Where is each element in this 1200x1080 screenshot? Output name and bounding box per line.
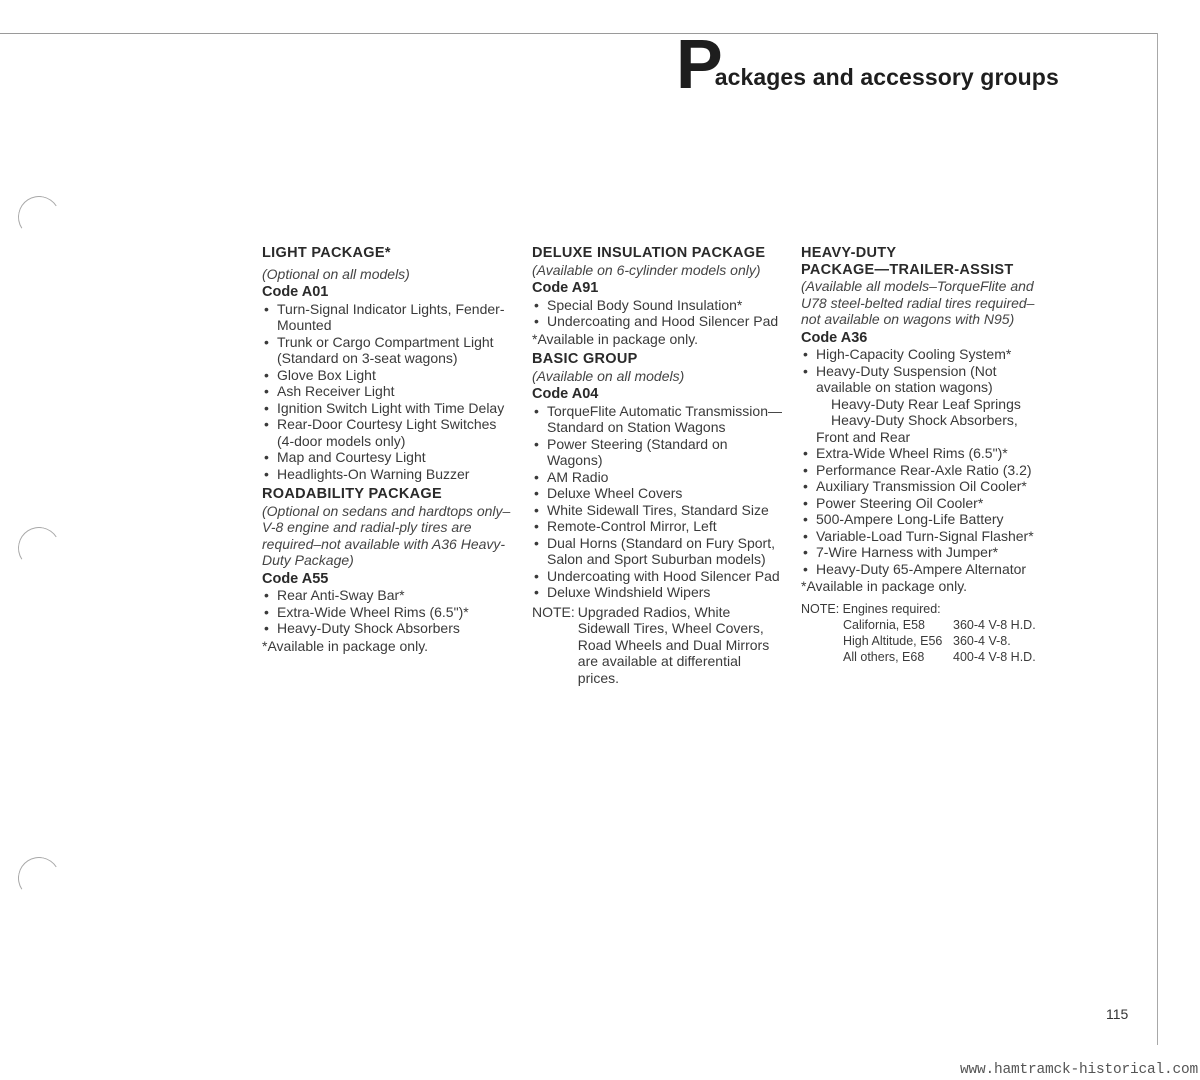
- basic-group-note: [532, 604, 782, 687]
- list-item: • Special Body Sound Insulation*: [532, 297, 782, 314]
- basic-group-subtitle: (Available on all models): [532, 367, 685, 384]
- deluxe-insulation-list: [532, 297, 782, 330]
- engine-spec: 400-4 V-8 H.D.: [953, 649, 1036, 664]
- sub-item: Front and Rear: [816, 428, 911, 445]
- deluxe-insulation-title: DELUXE INSULATION PACKAGE: [532, 245, 766, 261]
- light-package-subtitle: (Optional on all models): [262, 265, 410, 282]
- binder-hole-mark: [14, 192, 64, 242]
- list-item: • Turn-Signal Indicator Lights, Fender-Mounted: [262, 301, 512, 334]
- engine-note-label: NOTE: Engines required:: [801, 601, 941, 616]
- list-item: • Ignition Switch Light with Time Delay: [262, 400, 512, 417]
- list-item: • Headlights-On Warning Buzzer: [262, 466, 512, 483]
- sub-item: Heavy-Duty Rear Leaf Springs: [831, 395, 1021, 412]
- list-item: [801, 363, 1051, 446]
- list-item: • Deluxe Wheel Covers: [532, 485, 782, 502]
- engine-where: High Altitude, E56: [843, 633, 943, 648]
- heavy-duty-footnote: *Available in package only.: [801, 578, 968, 594]
- basic-group-code: Code A04: [532, 386, 599, 402]
- list-item: • Auxiliary Transmission Oil Cooler*: [801, 478, 1051, 495]
- roadability-package-title: ROADABILITY PACKAGE: [262, 486, 442, 502]
- column-3: [801, 245, 1051, 665]
- basic-group-list: [532, 403, 782, 601]
- sub-item: Heavy-Duty Shock Absorbers,: [831, 412, 1018, 428]
- note-label: NOTE:: [532, 603, 575, 620]
- deluxe-insulation-footnote: *Available in package only.: [532, 330, 699, 347]
- list-item: • Undercoating with Hood Silencer Pad: [532, 568, 782, 585]
- heavy-duty-list: [801, 346, 1051, 577]
- list-item: • High-Capacity Cooling System*: [801, 346, 1051, 363]
- list-item: • Rear Anti-Sway Bar*: [262, 587, 512, 604]
- heavy-duty-title-line1: HEAVY-DUTY: [801, 245, 897, 261]
- list-item: • Extra-Wide Wheel Rims (6.5")*: [262, 604, 512, 621]
- list-item: • Heavy-Duty Shock Absorbers: [262, 620, 512, 637]
- light-package-list: [262, 301, 512, 483]
- list-item: • Map and Courtesy Light: [262, 449, 512, 466]
- list-item: • Ash Receiver Light: [262, 383, 512, 400]
- list-item: • AM Radio: [532, 469, 782, 486]
- roadability-package-code: Code A55: [262, 570, 329, 587]
- engine-row: [843, 633, 1051, 649]
- list-item: • Undercoating and Hood Silencer Pad: [532, 313, 782, 330]
- engine-row: [843, 649, 1051, 665]
- roadability-package-subtitle: (Optional on sedans and hardtops only–V-8 engine and radial-ply tires are required–not available with A36 Heavy-Duty Package): [262, 502, 511, 568]
- basic-group-title: BASIC GROUP: [532, 351, 638, 367]
- binder-hole-mark: [14, 523, 64, 573]
- light-package-code: Code A01: [262, 284, 329, 300]
- light-package-title: LIGHT PACKAGE*: [262, 245, 391, 261]
- list-item: • TorqueFlite Automatic Transmission—Standard on Station Wagons: [532, 403, 782, 436]
- engine-row: [843, 617, 1051, 633]
- deluxe-insulation-subtitle: (Available on 6-cylinder models only): [532, 261, 761, 278]
- title-text: ackages and accessory groups: [714, 64, 1059, 90]
- list-item-text: • Heavy-Duty Suspension (Not available on station wagons): [816, 362, 997, 395]
- right-rule: [1157, 33, 1158, 1045]
- engine-where: All others, E68: [843, 649, 925, 664]
- roadability-package-list: [262, 587, 512, 637]
- note-text: Upgraded Radios, White Sidewall Tires, Wheel Covers, Road Wheels and Dual Mirrors are available at differential prices.: [577, 603, 770, 686]
- list-item: • Performance Rear-Axle Ratio (3.2): [801, 462, 1051, 479]
- list-item: • Power Steering (Standard on Wagons): [532, 436, 782, 469]
- engine-where: California, E58: [843, 617, 925, 632]
- title-initial: P: [676, 25, 721, 103]
- binder-hole-mark: [14, 853, 64, 903]
- list-item: • Variable-Load Turn-Signal Flasher*: [801, 528, 1051, 545]
- column-1: [262, 245, 512, 654]
- deluxe-insulation-code: Code A91: [532, 280, 599, 296]
- watermark: www.hamtramck-historical.com: [960, 1062, 1199, 1078]
- heavy-duty-code: Code A36: [801, 329, 868, 346]
- page-title: [676, 25, 1059, 103]
- engine-table: [843, 617, 1051, 665]
- list-item: • Glove Box Light: [262, 367, 512, 384]
- list-item: • Trunk or Cargo Compartment Light (Standard on 3-seat wagons): [262, 334, 512, 367]
- roadability-footnote: *Available in package only.: [262, 637, 429, 654]
- list-item: • Deluxe Windshield Wipers: [532, 584, 782, 601]
- list-item: • Heavy-Duty 65-Ampere Alternator: [801, 561, 1051, 578]
- engine-spec: 360-4 V-8.: [953, 633, 1011, 648]
- list-item: • White Sidewall Tires, Standard Size: [532, 502, 782, 519]
- heavy-duty-subtitle: (Available all models–TorqueFlite and U78 steel-belted radial tires required–not available on wagons with N95): [801, 278, 1035, 327]
- list-item: • Power Steering Oil Cooler*: [801, 495, 1051, 512]
- engine-spec: 360-4 V-8 H.D.: [953, 617, 1036, 632]
- list-item: • Remote-Control Mirror, Left: [532, 518, 782, 535]
- list-item: • 7-Wire Harness with Jumper*: [801, 544, 1051, 561]
- list-item: • Rear-Door Courtesy Light Switches (4-door models only): [262, 416, 512, 449]
- page-number: 115: [1106, 1006, 1129, 1022]
- list-item: • 500-Ampere Long-Life Battery: [801, 511, 1051, 528]
- column-2: [532, 245, 782, 686]
- heavy-duty-title-line2: PACKAGE—TRAILER-ASSIST: [801, 261, 1014, 278]
- list-item: • Extra-Wide Wheel Rims (6.5")*: [801, 445, 1051, 462]
- list-item: • Dual Horns (Standard on Fury Sport, Salon and Sport Suburban models): [532, 535, 782, 568]
